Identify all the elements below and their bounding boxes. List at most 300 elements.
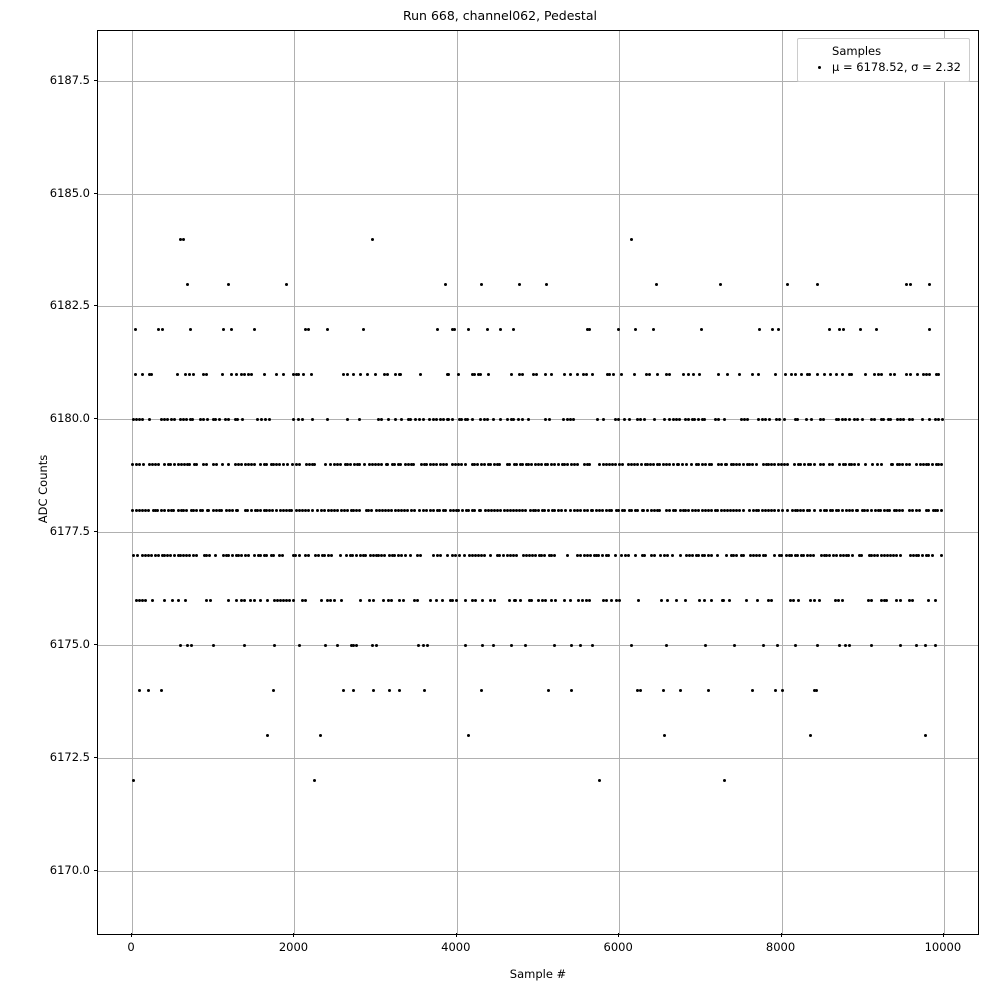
scatter-point [716,554,719,557]
scatter-point [802,554,805,557]
scatter-point [685,463,688,466]
scatter-point [419,373,422,376]
scatter-point [658,509,661,512]
scatter-point [243,599,246,602]
scatter-point [336,509,339,512]
scatter-point [720,463,723,466]
scatter-point [885,599,888,602]
scatter-point [221,373,224,376]
scatter-point [847,554,850,557]
scatter-point [770,599,773,602]
scatter-point [138,689,141,692]
scatter-point [260,418,263,421]
scatter-point [243,373,246,376]
scatter-point [735,554,738,557]
scatter-point [163,509,166,512]
scatter-point [173,554,176,557]
scatter-point [652,328,655,331]
scatter-point [173,418,176,421]
scatter-point [208,554,211,557]
scatter-point [751,689,754,692]
scatter-point [816,644,819,647]
scatter-point [639,418,642,421]
scatter-point [937,373,940,376]
scatter-point [474,599,477,602]
scatter-point [188,463,191,466]
scatter-point [572,418,575,421]
scatter-point [366,373,369,376]
scatter-point [298,644,301,647]
scatter-point [716,509,719,512]
scatter-point [352,373,355,376]
scatter-point [569,509,572,512]
scatter-point [144,599,147,602]
scatter-point [693,418,696,421]
scatter-point [451,599,454,602]
scatter-point [710,463,713,466]
scatter-point [272,554,275,557]
scatter-point [406,509,409,512]
scatter-point [893,373,896,376]
scatter-point [355,554,358,557]
scatter-point [816,283,819,286]
scatter-point [905,373,908,376]
x-axis-label: Sample # [509,967,567,981]
scatter-point [386,373,389,376]
scatter-point [489,599,492,602]
legend-marker-cell [806,66,832,69]
scatter-point [895,554,898,557]
scatter-point [435,463,438,466]
scatter-point [848,644,851,647]
scatter-point [917,554,920,557]
scatter-point [517,418,520,421]
scatter-point [510,644,513,647]
scatter-point [663,734,666,737]
scatter-point [738,373,741,376]
scatter-point [738,509,741,512]
scatter-point [563,373,566,376]
scatter-point [876,463,879,466]
scatter-point [537,599,540,602]
scatter-point [639,689,642,692]
scatter-point [319,734,322,737]
scatter-point [940,463,943,466]
scatter-point [435,599,438,602]
scatter-point [458,554,461,557]
y-tick-label: 6180.0 [49,411,90,426]
scatter-point [496,509,499,512]
scatter-point [870,509,873,512]
scatter-point [927,599,930,602]
scatter-point [835,554,838,557]
scatter-point [404,554,407,557]
gridline-horizontal [98,758,978,759]
scatter-point [663,418,666,421]
scatter-point [866,509,869,512]
scatter-point [905,283,908,286]
scatter-point [698,599,701,602]
scatter-point [506,418,509,421]
scatter-point [579,554,582,557]
scatter-point [838,644,841,647]
scatter-point [822,418,825,421]
scatter-point [352,689,355,692]
scatter-point [346,509,349,512]
scatter-point [393,554,396,557]
scatter-point [837,599,840,602]
scatter-point [240,554,243,557]
scatter-point [588,328,591,331]
scatter-point [783,418,786,421]
scatter-point [687,509,690,512]
scatter-point [294,554,297,557]
scatter-point [617,509,620,512]
scatter-point [172,509,175,512]
scatter-point [311,418,314,421]
scatter-point [576,373,579,376]
scatter-point [655,283,658,286]
scatter-point [579,509,582,512]
scatter-point [438,509,441,512]
gridline-horizontal [98,871,978,872]
scatter-point [703,418,706,421]
scatter-point [326,328,329,331]
scatter-point [461,509,464,512]
scatter-point [263,373,266,376]
scatter-point [394,373,397,376]
x-tick-label: 4000 [441,940,471,954]
scatter-point [662,689,665,692]
scatter-point [586,509,589,512]
scatter-point [860,554,863,557]
scatter-point [928,418,931,421]
scatter-point [171,599,174,602]
scatter-point [439,554,442,557]
scatter-point [873,373,876,376]
scatter-point [195,554,198,557]
scatter-point [201,509,204,512]
scatter-point [169,554,172,557]
scatter-point [259,509,262,512]
scatter-point [889,373,892,376]
scatter-point [515,463,518,466]
scatter-point [757,373,760,376]
scatter-point [547,689,550,692]
scatter-point [275,509,278,512]
scatter-point [758,328,761,331]
y-tick-mark [94,757,98,758]
scatter-point [399,463,402,466]
scatter-point [911,509,914,512]
scatter-point [844,418,847,421]
scatter-point [476,463,479,466]
scatter-point [209,599,212,602]
scatter-point [409,418,412,421]
scatter-point [473,509,476,512]
scatter-point [320,599,323,602]
scatter-point [895,599,898,602]
scatter-point [243,644,246,647]
scatter-point [819,509,822,512]
scatter-point [215,463,218,466]
scatter-point [179,644,182,647]
scatter-point [870,599,873,602]
scatter-point [790,373,793,376]
scatter-point [875,328,878,331]
scatter-point [748,509,751,512]
scatter-point [184,599,187,602]
scatter-point [588,463,591,466]
scatter-point [195,463,198,466]
scatter-point [564,509,567,512]
scatter-point [813,509,816,512]
scatter-point [480,689,483,692]
scatter-point [185,418,188,421]
scatter-point [608,373,611,376]
scatter-point [479,418,482,421]
scatter-point [141,418,144,421]
scatter-point [786,509,789,512]
scatter-point [156,509,159,512]
y-tick-label: 6170.0 [49,862,90,877]
scatter-point [857,463,860,466]
scatter-point [417,644,420,647]
scatter-point [776,644,779,647]
scatter-point [479,509,482,512]
scatter-point [911,599,914,602]
scatter-point [499,418,502,421]
gridline-vertical [132,31,133,934]
scatter-point [247,554,250,557]
x-tick-mark [943,933,944,937]
scatter-point [492,644,495,647]
scatter-point [399,373,402,376]
scatter-point [780,554,783,557]
scatter-point [225,509,228,512]
scatter-point [684,599,687,602]
scatter-point [460,463,463,466]
scatter-point [643,554,646,557]
scatter-point [205,373,208,376]
scatter-point [576,463,579,466]
scatter-point [398,689,401,692]
scatter-point [777,509,780,512]
scatter-point [235,373,238,376]
scatter-point [659,554,662,557]
scatter-point [851,509,854,512]
scatter-point [324,644,327,647]
scatter-point [591,644,594,647]
scatter-point [340,599,343,602]
y-tick-label: 6175.0 [49,637,90,652]
scatter-point [336,463,339,466]
scatter-point [138,463,141,466]
scatter-point [372,689,375,692]
scatter-point [797,599,800,602]
scatter-point [546,463,549,466]
scatter-point [698,373,701,376]
scatter-point [466,418,469,421]
scatter-point [358,463,361,466]
scatter-point [400,418,403,421]
scatter-point [195,509,198,512]
scatter-point [774,689,777,692]
scatter-point [813,599,816,602]
scatter-point [677,463,680,466]
scatter-point [292,599,295,602]
scatter-point [184,373,187,376]
chart-legend [797,38,970,82]
scatter-point [364,554,367,557]
scatter-point [781,689,784,692]
scatter-point [346,373,349,376]
y-tick-mark [94,418,98,419]
scatter-point [902,418,905,421]
scatter-point [918,509,921,512]
scatter-point [326,418,329,421]
scatter-point [617,328,620,331]
scatter-point [422,644,425,647]
scatter-point [792,599,795,602]
scatter-point [690,463,693,466]
scatter-point [273,644,276,647]
scatter-point [682,373,685,376]
scatter-point [841,599,844,602]
scatter-point [835,373,838,376]
scatter-point [756,599,759,602]
scatter-point [518,283,521,286]
scatter-point [719,283,722,286]
scatter-point [697,418,700,421]
scatter-point [288,599,291,602]
scatter-point [707,689,710,692]
scatter-point [601,554,604,557]
scatter-point [202,418,205,421]
scatter-point [206,418,209,421]
scatter-point [467,328,470,331]
scatter-point [214,554,217,557]
scatter-point [813,463,816,466]
scatter-point [927,463,930,466]
scatter-point [553,554,556,557]
scatter-point [250,373,253,376]
scatter-point [687,373,690,376]
scatter-point [333,599,336,602]
scatter-point [837,509,840,512]
scatter-point [672,463,675,466]
scatter-point [524,644,527,647]
x-tick-label: 0 [127,940,135,954]
scatter-point [515,554,518,557]
scatter-point [297,418,300,421]
scatter-point [665,463,668,466]
scatter-point [231,509,234,512]
x-tick-label: 8000 [765,940,796,954]
scatter-point [182,238,185,241]
scatter-point [921,554,924,557]
scatter-point [810,418,813,421]
scatter-point [492,418,495,421]
scatter-point [227,463,230,466]
scatter-point [812,554,815,557]
scatter-point [457,509,460,512]
scatter-point [581,599,584,602]
scatter-point [185,509,188,512]
scatter-point [317,554,320,557]
scatter-point [717,418,720,421]
scatter-point [324,463,327,466]
scatter-point [880,599,883,602]
scatter-point [141,373,144,376]
scatter-point [666,599,669,602]
scatter-point [327,509,330,512]
scatter-point [445,463,448,466]
scatter-point [352,509,355,512]
scatter-point [856,418,859,421]
scatter-point [861,418,864,421]
scatter-point [537,509,540,512]
scatter-point [521,373,524,376]
scatter-point [605,599,608,602]
legend-stats-row [806,60,961,76]
scatter-point [653,418,656,421]
scatter-point [928,283,931,286]
scatter-point [697,509,700,512]
scatter-point [771,328,774,331]
scatter-point [268,418,271,421]
scatter-point [796,554,799,557]
scatter-point [471,418,474,421]
scatter-point [915,463,918,466]
scatter-point [620,373,623,376]
scatter-point [301,418,304,421]
scatter-point [627,554,630,557]
scatter-point [614,463,617,466]
scatter-point [562,418,565,421]
scatter-point [570,644,573,647]
scatter-point [358,418,361,421]
scatter-point [307,328,310,331]
scatter-point [190,644,193,647]
scatter-point [339,554,342,557]
scatter-point [569,599,572,602]
scatter-point [429,599,432,602]
scatter-point [687,418,690,421]
scatter-point [623,418,626,421]
scatter-point [745,599,748,602]
scatter-point [577,599,580,602]
scatter-point [490,509,493,512]
scatter-point [253,463,256,466]
scatter-point [544,599,547,602]
scatter-point [614,554,617,557]
scatter-point [227,283,230,286]
scatter-point [668,418,671,421]
scatter-point [936,509,939,512]
scatter-point [282,373,285,376]
scatter-point [473,373,476,376]
scatter-point [928,328,931,331]
scatter-point [479,373,482,376]
scatter-point [220,509,223,512]
scatter-point [499,328,502,331]
scatter-point [621,463,624,466]
scatter-point [569,373,572,376]
scatter-point [636,463,639,466]
scatter-point [169,463,172,466]
scatter-point [486,328,489,331]
